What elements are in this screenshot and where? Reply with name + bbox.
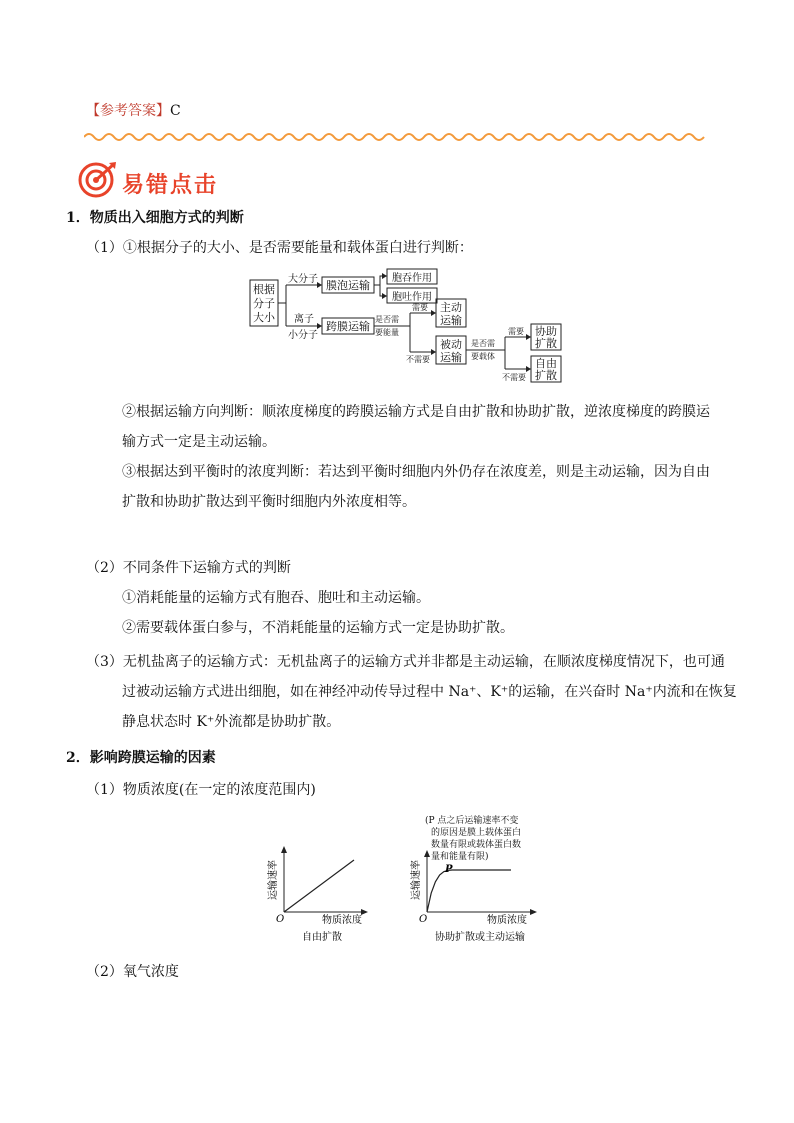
box-active-1: 主动 [440,301,462,314]
section1-p1-3-line2: 扩散和协助扩散达到平衡时细胞内外浓度相等。 [122,494,416,510]
section1-p1-3-line1: ③根据达到平衡时的浓度判断：若达到平衡时细胞内外仍存在浓度差，则是主动运输，因为自由 [122,464,710,480]
q-energy-1: 是否需 [375,315,399,324]
box-trans: 跨膜运输 [326,320,370,333]
q-carrier-1: 是否需 [471,339,495,348]
label-need: 需要 [412,303,428,312]
target-icon [78,160,118,200]
label-no-need2: 不需要 [502,373,526,382]
chart1-title: 自由扩散 [302,932,342,943]
section1-p2-title: （2）不同条件下运输方式的判断 [86,560,291,576]
label-big: 大分子 [288,274,318,285]
chart2-title: 协助扩散或主动运输 [435,932,525,943]
chart1-xlabel: 物质浓度 [322,915,362,926]
section1-p3-line3: 静息状态时 K⁺外流都是协助扩散。 [122,714,341,730]
section1-p3-line1: （3）无机盐离子的运输方式：无机盐离子的运输方式并非都是主动运输，在顺浓度梯度情况下，也可通 [86,654,725,670]
section1-p1-2-line1: ②根据运输方向判断：顺浓度梯度的跨膜运输方式是自由扩散和协助扩散，逆浓度梯度的跨膜运 [122,404,710,420]
answer-value: C [170,103,181,119]
q-carrier-2: 要载体 [471,352,495,361]
section1-p2-2: ②需要载体蛋白参与，不消耗能量的运输方式一定是协助扩散。 [122,620,514,636]
box-passive-2: 运输 [440,351,462,364]
root-line3: 大小 [253,311,275,324]
label-no-need: 不需要 [406,355,430,364]
box-active-2: 运输 [440,314,462,327]
answer-label: 【参考答案】 [86,103,170,119]
section1-title: 1．物质出入细胞方式的判断 [66,210,244,226]
label-need2: 需要 [508,327,524,336]
q-energy-2: 要能量 [375,328,399,337]
chart2-series-line [427,870,511,912]
reference-answer [86,100,181,120]
chart-free-diffusion [262,840,382,950]
chart1-origin: O [276,914,285,925]
section1-p3-line2: 过被动运输方式进出细胞，如在神经冲动传导过程中 Na⁺、K⁺的运输，在兴奋时 Na⁺内流和在恢复 [122,684,737,700]
box-vesicle: 膜泡运输 [326,279,370,292]
box-free-1: 自由 [535,357,557,370]
section2-p1: （1）物质浓度(在一定的浓度范围内) [86,782,316,798]
box-exo: 胞吐作用 [392,292,432,303]
label-ion: 离子 [294,314,314,325]
section2-p2: （2）氧气浓度 [86,964,179,980]
root-line1: 根据 [253,283,275,296]
box-endo: 胞吞作用 [392,273,432,284]
flow-diagram [240,266,570,388]
section1-p1-2-line2: 输方式一定是主动运输。 [122,434,276,450]
chart1-ylabel: 运输速率 [268,860,279,900]
chart2-note-2: 的原因是膜上载体蛋白 [431,828,522,838]
box-free-2: 扩散 [535,369,557,382]
section2-title: 2．影响跨膜运输的因素 [66,750,216,766]
root-line2: 分子 [253,297,275,310]
chart2-note-4: 量和能量有限) [431,852,489,862]
label-small: 小分子 [288,330,318,341]
chart2-point-p: P [445,864,453,875]
section1-p1-intro: （1）①根据分子的大小、是否需要能量和载体蛋白进行判断： [86,240,473,256]
banner-title: 易错点击 [122,173,219,198]
chart2-note-3: 数量有限或载体蛋白数 [431,840,522,850]
chart2-note-1: (P 点之后运输速率不变 [425,816,519,826]
chart2-origin: O [419,914,428,925]
box-facil-1: 协助 [535,325,557,338]
chart-facilitated-active [405,812,555,952]
chart1-series-line [284,860,354,912]
box-facil-2: 扩散 [535,337,557,350]
box-passive-1: 被动 [440,338,462,351]
chart2-xlabel: 物质浓度 [487,915,527,926]
chart2-ylabel: 运输速率 [411,860,422,900]
section1-p2-1: ①消耗能量的运输方式有胞吞、胞吐和主动运输。 [122,590,430,606]
wavy-divider [84,131,710,143]
